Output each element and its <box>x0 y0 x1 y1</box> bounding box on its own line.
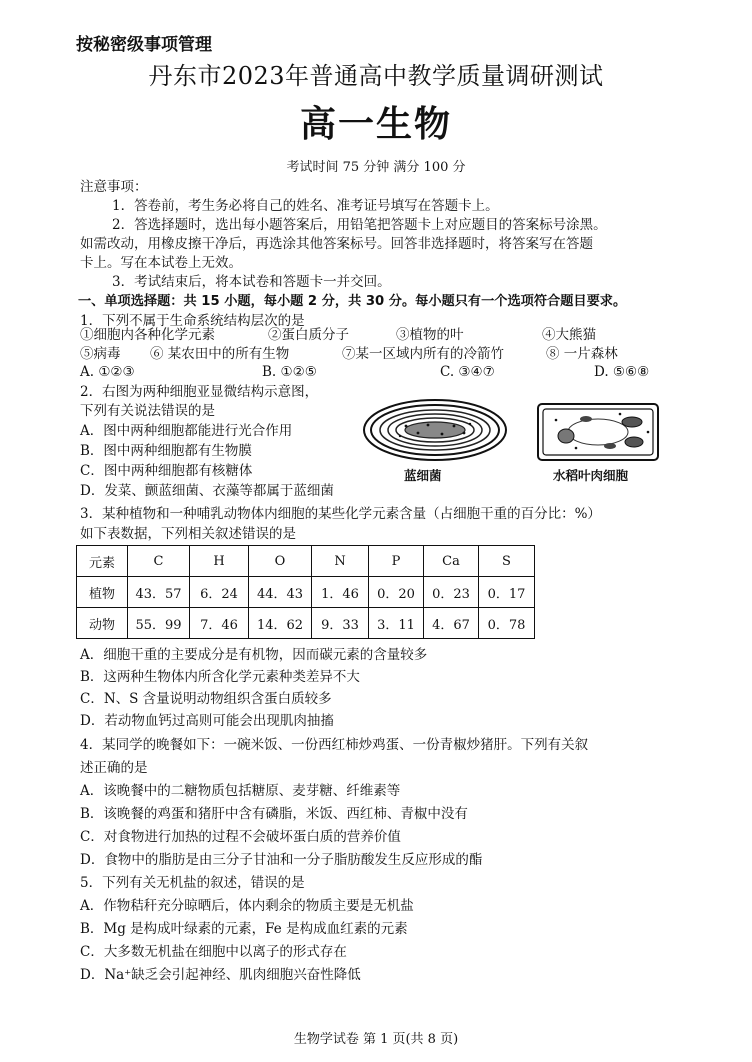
notice-item-2c: 卡上。写在本试卷上无效。 <box>80 255 242 271</box>
table-header-cell: C <box>128 546 190 577</box>
q1-item-4: ④大熊猫 <box>542 327 596 343</box>
q3-option-a: A．细胞干重的主要成分是有机物，因而碳元素的含量较多 <box>80 647 428 663</box>
table-header-cell: H <box>190 546 249 577</box>
q4-option-b: B．该晚餐的鸡蛋和猪肝中含有磷脂，米饭、西红柿、青椒中没有 <box>80 806 468 822</box>
table-header-cell: Ca <box>424 546 479 577</box>
rice-mesophyll-cell-label: 水稻叶肉细胞 <box>553 468 629 483</box>
subject-title: 高一生物 <box>299 104 452 145</box>
table-cell: 4．67 <box>424 608 479 639</box>
q1-option-b: B. ①②⑤ <box>262 364 317 380</box>
table-row-animal <box>77 608 535 639</box>
q3-option-d: D．若动物血钙过高则可能会出现肌肉抽搐 <box>80 713 334 729</box>
table-row-plant <box>77 577 535 608</box>
q4-stem-2: 述正确的是 <box>80 760 148 776</box>
table-cell: 43．57 <box>128 577 190 608</box>
exam-time-info: 考试时间 75 分钟 满分 100 分 <box>286 160 466 175</box>
table-cell: 0．20 <box>369 577 424 608</box>
q1-item-3: ③植物的叶 <box>396 327 464 343</box>
table-cell: 9．33 <box>312 608 369 639</box>
table-cell: 6．24 <box>190 577 249 608</box>
table-header-row <box>77 546 535 577</box>
table-header-cell: S <box>479 546 535 577</box>
q5-option-b: B．Mg 是构成叶绿素的元素，Fe 是构成血红素的元素 <box>80 921 408 937</box>
table-cell: 0．78 <box>479 608 535 639</box>
exam-title: 丹东市2023年普通高中教学质量调研测试 <box>148 62 604 90</box>
notice-heading: 注意事项： <box>80 179 148 195</box>
q3-option-b: B．这两种生物体内所含化学元素种类差异不大 <box>80 669 360 685</box>
q4-stem-1: 4．某同学的晚餐如下：一碗米饭、一份西红柿炒鸡蛋、一份青椒炒猪肝。下列有关叙 <box>80 737 589 753</box>
page-footer: 生物学试卷 第 1 页(共 8 页) <box>293 1032 459 1047</box>
element-content-table <box>76 545 535 639</box>
section-1-heading: 一、单项选择题：共 15 小题，每小题 2 分，共 30 分。每小题只有一个选项符合题目要求。 <box>78 294 627 309</box>
cyanobacterium-label: 蓝细菌 <box>404 468 442 483</box>
table-cell: 0．23 <box>424 577 479 608</box>
table-header-cell: N <box>312 546 369 577</box>
table-cell: 0．17 <box>479 577 535 608</box>
q2-option-c: C．图中两种细胞都有核糖体 <box>80 463 253 479</box>
notice-item-3: 3．考试结束后，将本试卷和答题卡一并交回。 <box>112 274 391 290</box>
q1-item-6: ⑥ 某农田中的所有生物 <box>150 346 290 362</box>
q3-option-c: C．N、S 含量说明动物组织含蛋白质较多 <box>80 691 332 707</box>
rice-mesophyll-cell-diagram <box>536 402 660 462</box>
table-cell: 动物 <box>77 608 128 639</box>
q4-option-c: C．对食物进行加热的过程不会破坏蛋白质的营养价值 <box>80 829 401 845</box>
q1-option-d: D. ⑤⑥⑧ <box>594 364 650 380</box>
table-header-cell: P <box>369 546 424 577</box>
table-cell: 55．99 <box>128 608 190 639</box>
q5-option-a: A．作物秸秆充分晾晒后，体内剩余的物质主要是无机盐 <box>80 898 414 914</box>
q2-option-a: A．图中两种细胞都能进行光合作用 <box>80 423 293 439</box>
q1-option-c: C. ③④⑦ <box>440 364 495 380</box>
q2-option-b: B．图中两种细胞都有生物膜 <box>80 443 252 459</box>
q1-item-1: ①细胞内各种化学元素 <box>80 327 215 343</box>
q1-item-7: ⑦某一区域内所有的冷箭竹 <box>342 346 504 362</box>
secret-level-label: 按秘密级事项管理 <box>76 35 212 55</box>
table-cell: 44．43 <box>249 577 312 608</box>
q2-option-d: D．发菜、颤蓝细菌、衣藻等都属于蓝细菌 <box>80 483 334 499</box>
q2-stem-1: 2．右图为两种细胞亚显微结构示意图， <box>80 384 319 400</box>
table-cell: 3．11 <box>369 608 424 639</box>
q1-option-a: A. ①②③ <box>80 364 135 380</box>
q5-option-d: D．Na⁺缺乏会引起神经、肌肉细胞兴奋性降低 <box>80 967 361 983</box>
notice-item-2b: 如需改动，用橡皮擦干净后，再选涂其他答案标号。回答非选择题时，将答案写在答题 <box>80 236 593 252</box>
q1-item-8: ⑧ 一片森林 <box>546 346 618 362</box>
table-header-cell: O <box>249 546 312 577</box>
q3-stem-1: 3．某种植物和一种哺乳动物体内细胞的某些化学元素含量（占细胞干重的百分比：%） <box>80 506 601 522</box>
q5-stem: 5．下列有关无机盐的叙述，错误的是 <box>80 875 305 891</box>
notice-item-2a: 2．答选择题时，选出每小题答案后，用铅笔把答题卡上对应题目的答案标号涂黑。 <box>112 217 607 233</box>
table-cell: 植物 <box>77 577 128 608</box>
table-cell: 7．46 <box>190 608 249 639</box>
q4-option-a: A．该晚餐中的二糖物质包括糖原、麦芽糖、纤维素等 <box>80 783 401 799</box>
q1-item-5: ⑤病毒 <box>80 346 121 362</box>
table-cell: 14．62 <box>249 608 312 639</box>
q1-item-2: ②蛋白质分子 <box>268 327 349 343</box>
table-header-cell: 元素 <box>77 546 128 577</box>
notice-item-1: 1．答卷前，考生务必将自己的姓名、准考证号填写在答题卡上。 <box>112 198 499 214</box>
q2-stem-2: 下列有关说法错误的是 <box>80 403 215 419</box>
table-cell: 1．46 <box>312 577 369 608</box>
q5-option-c: C．大多数无机盐在细胞中以离子的形式存在 <box>80 944 347 960</box>
q3-stem-2: 如下表数据，下列相关叙述错误的是 <box>80 526 296 542</box>
q1-stem: 1．下列不属于生命系统结构层次的是 <box>80 313 305 329</box>
q4-option-d: D．食物中的脂肪是由三分子甘油和一分子脂肪酸发生反应形成的酯 <box>80 852 483 868</box>
cyanobacterium-diagram <box>362 398 508 462</box>
